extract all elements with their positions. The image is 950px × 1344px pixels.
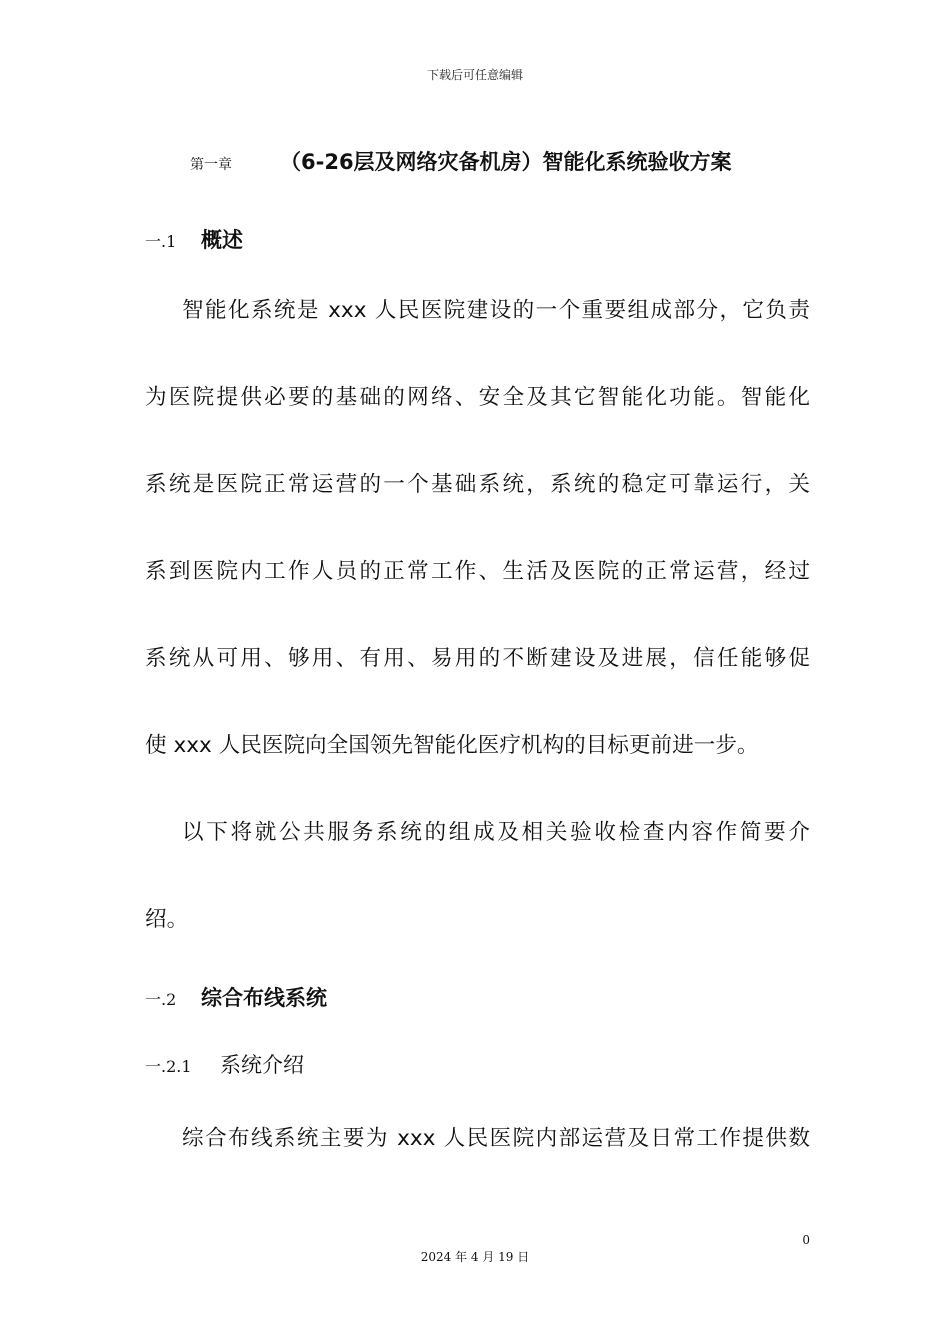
chapter-heading xyxy=(190,146,810,178)
page-header: 下载后可任意编辑 xyxy=(426,68,523,82)
paragraph-line: 系统是医院正常运营的一个基础系统，系统的稳定可靠运行，关 xyxy=(145,472,810,497)
section-number: 一.1 xyxy=(145,232,177,251)
chapter-number: 第一章 xyxy=(190,157,232,173)
paragraph-line: 智能化系统是 xxx 人民医院建设的一个重要组成部分，它负责 xyxy=(182,298,810,323)
section-title: 概述 xyxy=(201,228,243,252)
section-number: 一.2 xyxy=(145,990,177,1009)
paragraph-line: 以下将就公共服务系统的组成及相关验收检查内容作简要介 xyxy=(182,820,810,845)
paragraph-line: 为医院提供必要的基础的网络、安全及其它智能化功能。智能化 xyxy=(145,385,810,410)
paragraph-line: 系统从可用、够用、有用、易用的不断建设及进展，信任能够促 xyxy=(145,646,810,671)
subsection-heading xyxy=(145,1049,304,1079)
chapter-title: （6-26层及网络灾备机房）智能化系统验收方案 xyxy=(280,150,732,174)
paragraph-line: 系到医院内工作人员的正常工作、生活及医院的正常运营，经过 xyxy=(145,559,810,584)
section-heading-2 xyxy=(145,982,327,1012)
paragraph-line: 使 xxx 人民医院向全国领先智能化医疗机构的目标更前进一步。 xyxy=(145,733,759,758)
subsection-number: 一.2.1 xyxy=(145,1057,192,1076)
subsection-title: 系统介绍 xyxy=(220,1053,304,1077)
section-heading-1 xyxy=(145,224,243,254)
page-number: 0 xyxy=(802,1233,810,1247)
paragraph-line: 绍。 xyxy=(145,907,189,932)
page-footer-date: 2024 年 4 月 19 日 xyxy=(420,1250,530,1264)
section-title: 综合布线系统 xyxy=(201,986,327,1010)
paragraph-line: 综合布线系统主要为 xxx 人民医院内部运营及日常工作提供数 xyxy=(182,1126,810,1151)
